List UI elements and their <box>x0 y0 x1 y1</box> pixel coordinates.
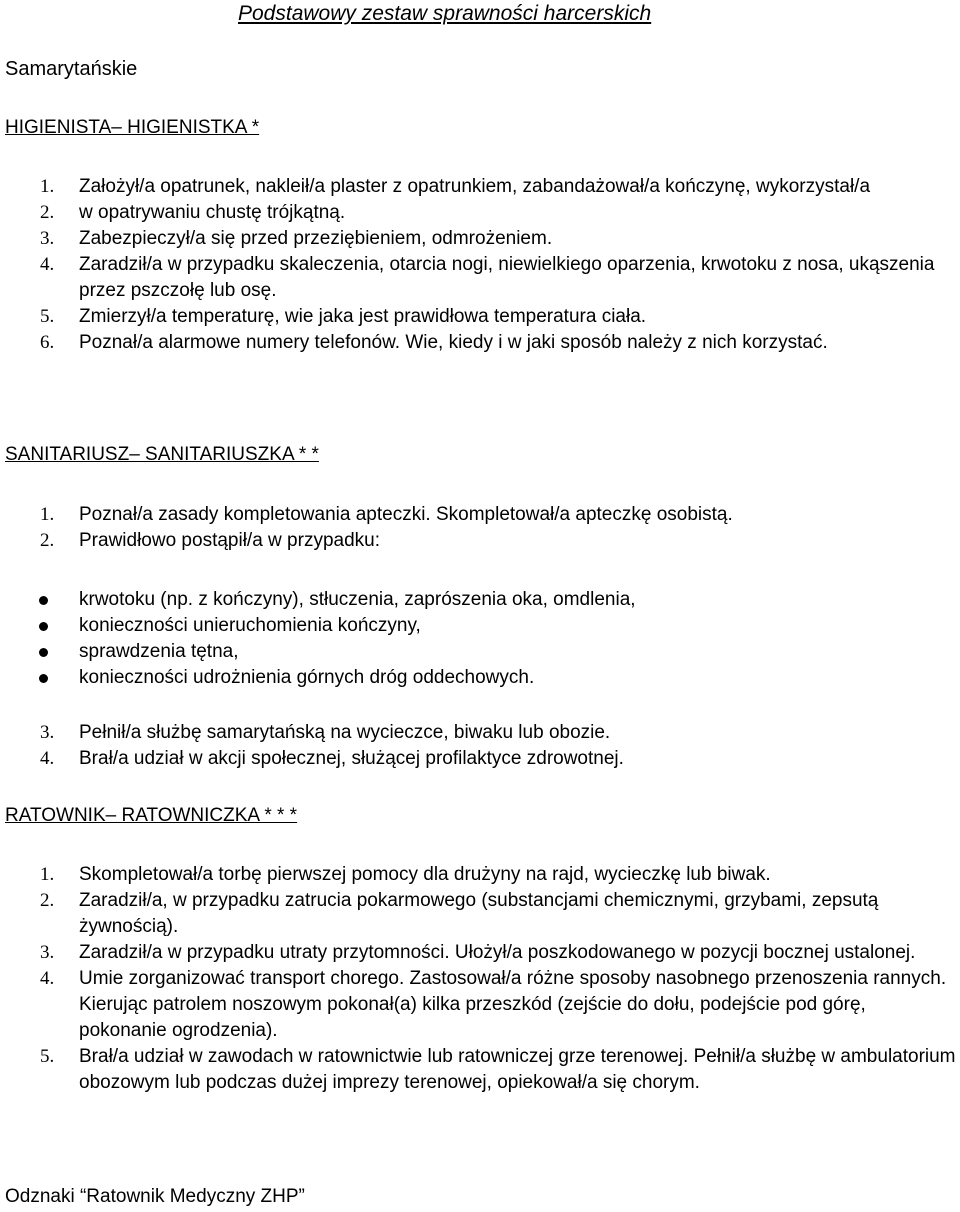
bullet-icon <box>39 674 48 683</box>
list-item <box>0 304 958 330</box>
list-number: 3. <box>40 942 55 963</box>
list-item <box>0 746 958 772</box>
list-number: 4. <box>40 748 55 769</box>
bullet-text: krwotoku (np. z kończyny), stłuczenia, zaprószenia oka, omdlenia, <box>79 589 636 610</box>
list-text: Prawidłowo postąpił/a w przypadku: <box>79 530 380 551</box>
list-text: Zmierzył/a temperaturę, wie jaka jest prawidłowa temperatura ciała. <box>79 306 647 327</box>
list-item <box>0 940 958 966</box>
section-heading-ratownik: RATOWNIK– RATOWNICZKA * * * <box>5 805 298 826</box>
list-item <box>0 226 958 252</box>
bullet-icon <box>39 622 48 631</box>
section2-list-a <box>0 502 958 554</box>
section-heading-sanitariusz: SANITARIUSZ– SANITARIUSZKA * * <box>5 444 319 465</box>
list-text: Zaradził/a w przypadku utraty przytomności. Ułożył/a poszkodowanego w pozycji bocznej ustalonej. <box>79 942 916 963</box>
list-number: 1. <box>40 864 55 885</box>
section2-bullets <box>0 587 958 691</box>
list-number: 4. <box>40 254 55 275</box>
list-item <box>0 1044 958 1096</box>
list-number: 1. <box>40 176 55 197</box>
list-text: Zaradził/a w przypadku skaleczenia, otarcia nogi, niewielkiego oparzenia, krwotoku z nosa, ukąszenia przez pszczołę lub osę. <box>79 254 935 301</box>
list-text: Zaradził/a, w przypadku zatrucia pokarmowego (substancjami chemicznymi, grzybami, zepsutą żywnością). <box>79 890 879 937</box>
list-item <box>0 720 958 746</box>
list-item <box>0 888 958 940</box>
list-item <box>0 862 958 888</box>
list-number: 2. <box>40 530 55 551</box>
list-text: Poznał/a alarmowe numery telefonów. Wie, kiedy i w jaki sposób należy z nich korzystać. <box>79 332 828 353</box>
list-number: 2. <box>40 890 55 911</box>
list-item <box>0 966 958 1044</box>
bullet-text: sprawdzenia tętna, <box>79 641 239 662</box>
list-text: Brał/a udział w zawodach w ratownictwie lub ratowniczej grze terenowej. Pełnił/a służbę w ambulatorium obozowym lub podczas dużej imprezy terenowej, opiekował/a się chorym. <box>79 1046 956 1093</box>
bullet-item <box>0 587 958 613</box>
bullet-icon <box>39 648 48 657</box>
list-item <box>0 252 958 304</box>
section1-list <box>0 174 958 356</box>
list-text: Umie zorganizować transport chorego. Zastosował/a różne sposoby nasobnego przenoszenia rannych. Kierując patrolem noszowym pokonał(a) kilka przeszkód (zejście do dołu, podejście pod górę, pokonanie ogrodzenia). <box>79 968 947 1041</box>
list-text: Skompletował/a torbę pierwszej pomocy dla drużyny na rajd, wycieczkę lub biwak. <box>79 864 771 885</box>
list-number: 6. <box>40 332 55 353</box>
document-title: Podstawowy zestaw sprawności harcerskich <box>238 2 652 25</box>
bullet-item <box>0 613 958 639</box>
bullet-item <box>0 639 958 665</box>
list-text: w opatrywaniu chustę trójkątną. <box>79 202 346 223</box>
list-number: 5. <box>40 1046 55 1067</box>
list-item <box>0 502 958 528</box>
list-number: 4. <box>40 968 55 989</box>
bullet-item <box>0 665 958 691</box>
list-number: 3. <box>40 228 55 249</box>
list-text: Pełnił/a służbę samarytańską na wycieczce, biwaku lub obozie. <box>79 722 611 743</box>
list-number: 3. <box>40 722 55 743</box>
list-number: 1. <box>40 504 55 525</box>
bullet-text: konieczności udrożnienia górnych dróg oddechowych. <box>79 667 535 688</box>
document-subtitle: Samarytańskie <box>5 58 138 80</box>
list-item <box>0 528 958 554</box>
list-text: Brał/a udział w akcji społecznej, służącej profilaktyce zdrowotnej. <box>79 748 624 769</box>
bullet-text: konieczności unieruchomienia kończyny, <box>79 615 421 636</box>
bullet-icon <box>39 596 48 605</box>
section2-list-b <box>0 720 958 772</box>
list-number: 5. <box>40 306 55 327</box>
list-item <box>0 330 958 356</box>
document-footer: Odznaki “Ratownik Medyczny ZHP” <box>5 1186 305 1207</box>
list-item <box>0 200 958 226</box>
list-text: Zabezpieczył/a się przed przeziębieniem, odmrożeniem. <box>79 228 553 249</box>
list-text: Założył/a opatrunek, nakleił/a plaster z opatrunkiem, zabandażował/a kończynę, wykorzystał/a <box>79 176 871 197</box>
section-heading-higienista: HIGIENISTA– HIGIENISTKA * <box>5 117 260 138</box>
section3-list <box>0 862 958 1096</box>
list-text: Poznał/a zasady kompletowania apteczki. Skompletował/a apteczkę osobistą. <box>79 504 733 525</box>
list-number: 2. <box>40 202 55 223</box>
list-item <box>0 174 958 200</box>
